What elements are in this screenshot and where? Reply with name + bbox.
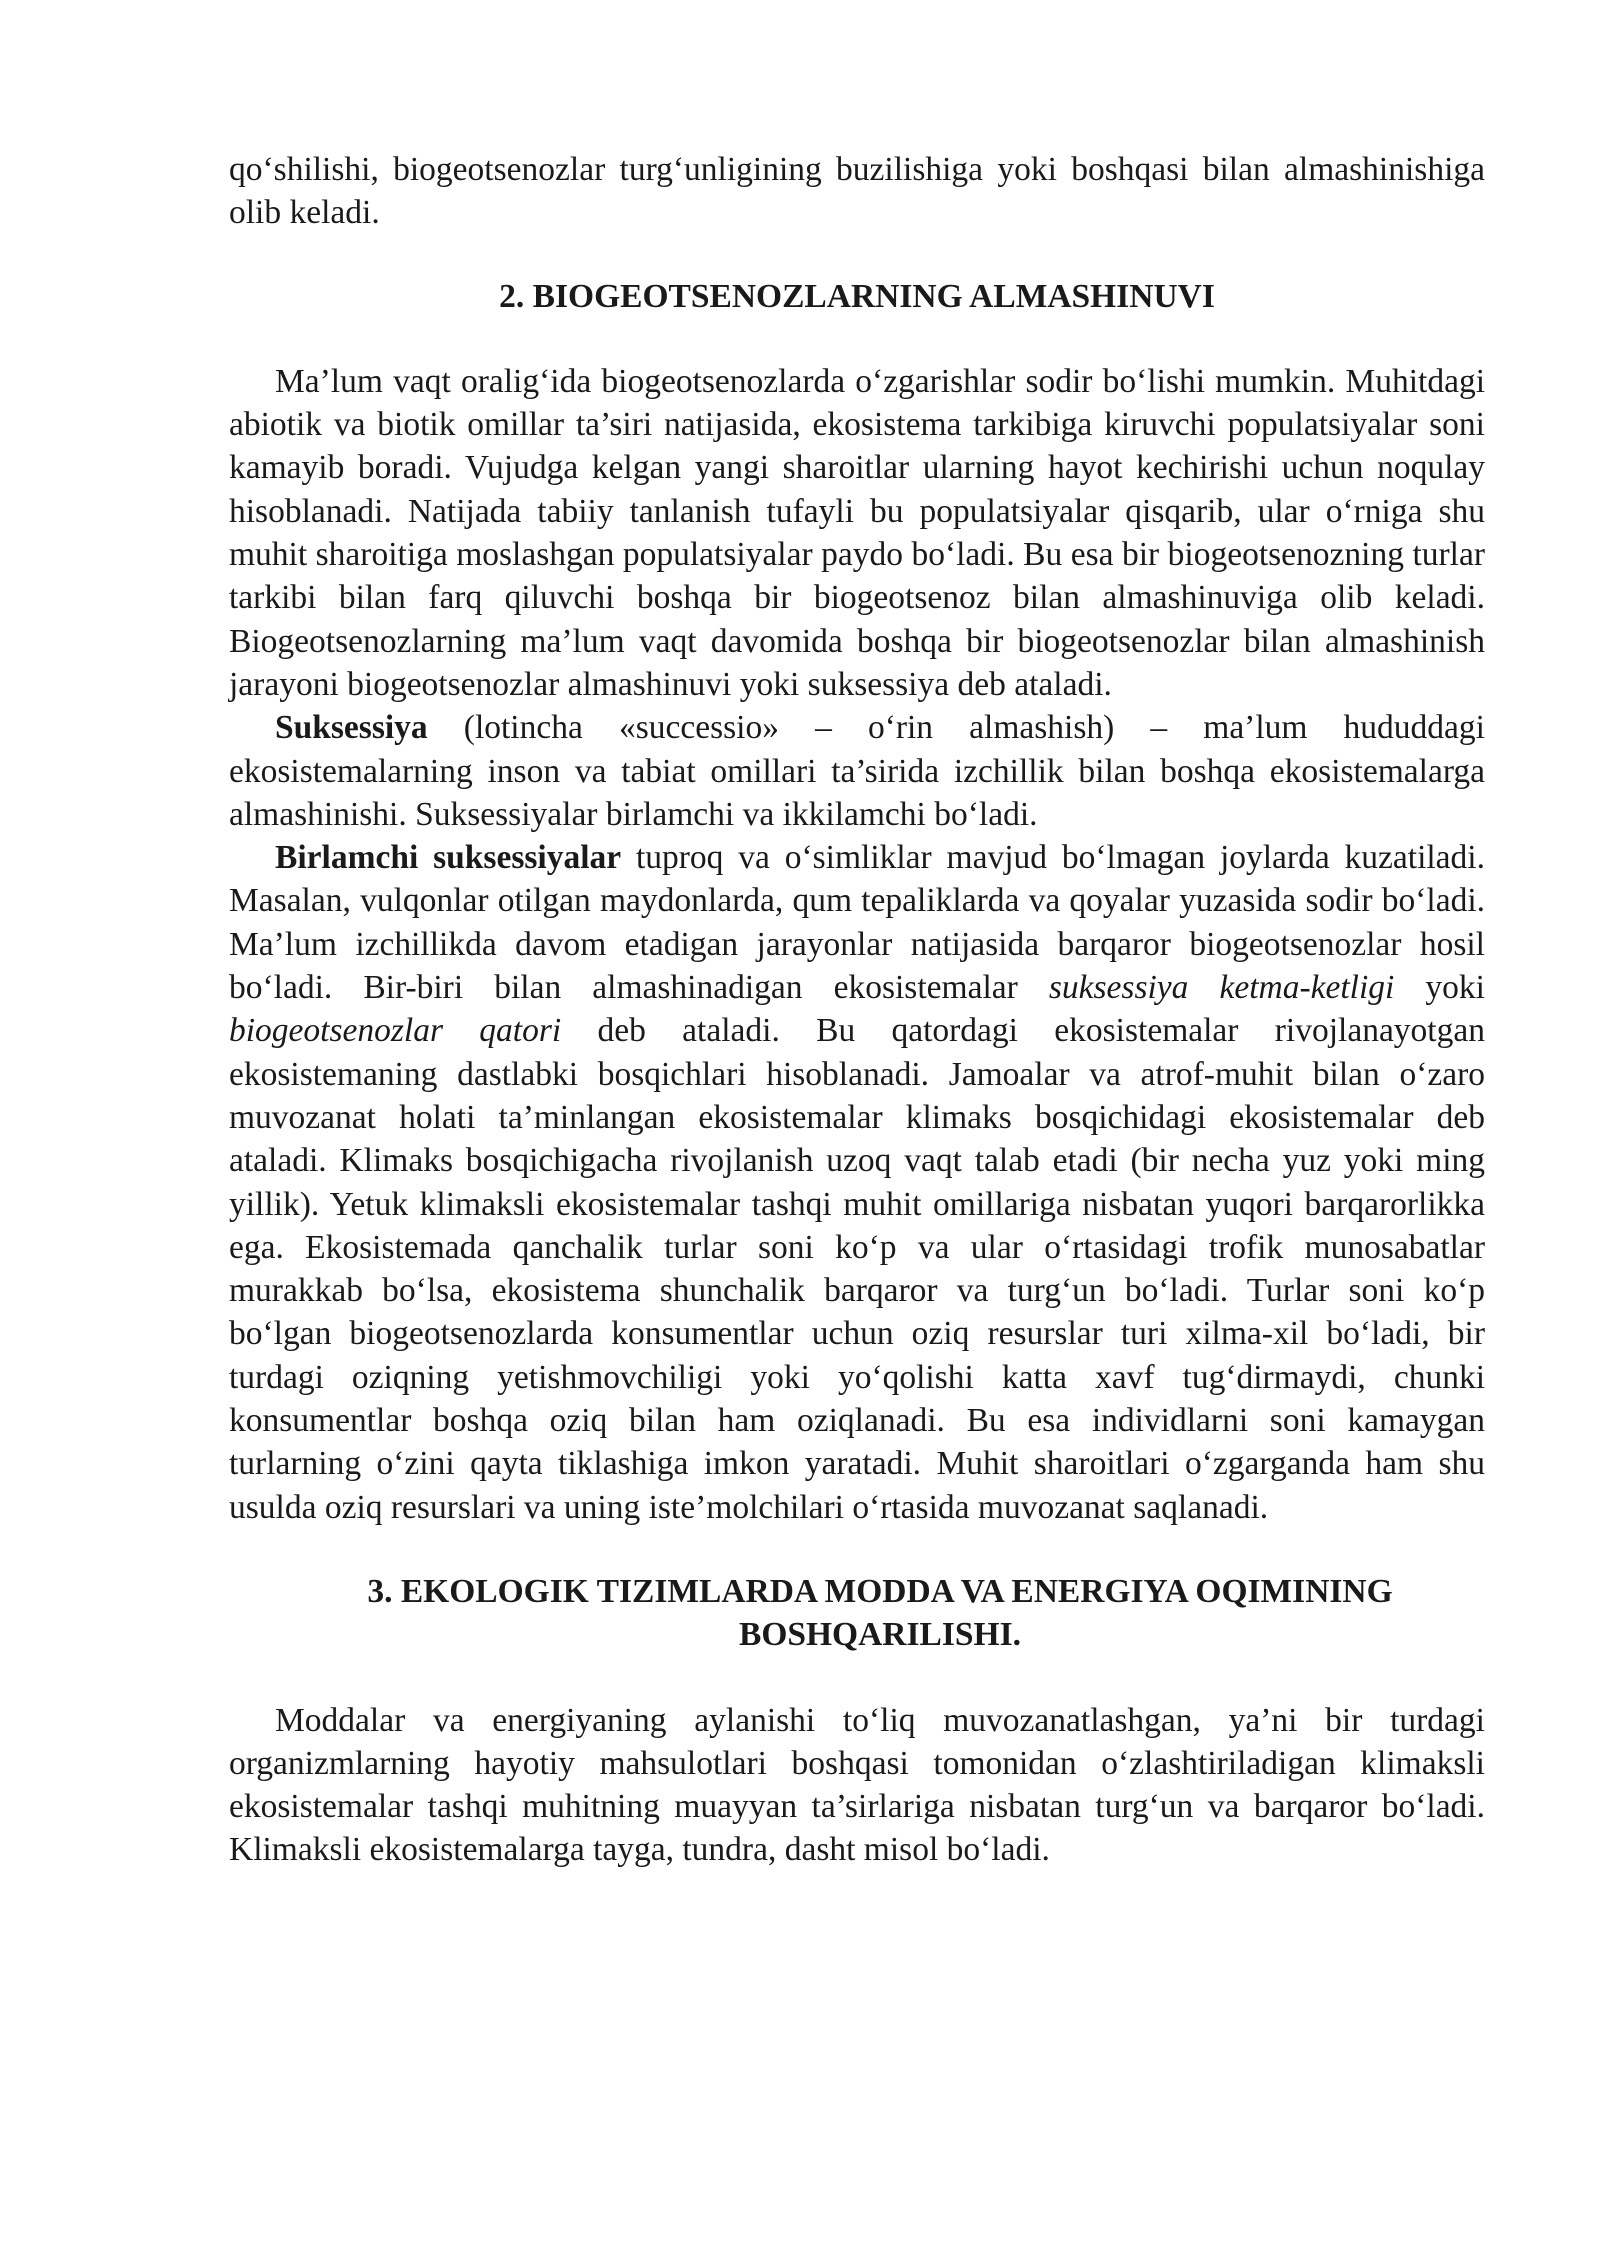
- section-3-heading-line-1: 3. EKOLOGIK TIZIMLARDA MODDA VA ENERGIYA OQIMINING: [367, 1572, 1393, 1610]
- section-3-heading: [229, 1570, 1485, 1657]
- section-3-paragraph-1: Moddalar va energiyaning aylanishi to‘liq muvozanatlashgan, ya’ni bir turdagi organizmlarning hayotiy mahsulotlari boshqasi tomonidan o‘zlashtiriladigan klimaksli ekosistemalar tashqi muhitning muayyan ta’sirlariga nisbatan turg‘un va barqaror bo‘ladi. Klimaksli ekosistemalarga tayga, tundra, dasht misol bo‘ladi.: [229, 1701, 1485, 1869]
- italic-term-biogeotsenozlar-qatori: biogeotsenozlar qatori: [229, 1012, 562, 1050]
- italic-term-suksessiya-ketma-ketligi: suksessiya ketma-ketligi: [1048, 969, 1395, 1007]
- term-birlamchi-suksessiyalar: Birlamchi suksessiyalar: [275, 839, 622, 877]
- paragraph-3-text-3: deb ataladi. Bu qatordagi ekosistemalar rivojlanayotgan ekosistemaning dastlabki bosqichlari hisoblanadi. Jamoalar va atrof-muhit bilan o‘zaro muvozanat holati ta’minlangan ekosistemalar klimaks bosqichidagi ekosistemalar deb ataladi. Klimaks bosqichigacha rivojlanish uzoq vaqt talab etadi (bir necha yuz yoki ming yillik). Yetuk klimaksli ekosistemalar tashqi muhit omillariga nisbatan yuqori barqarorlikka ega. Ekosistemada qanchalik turlar soni ko‘p va ular o‘rtasidagi trofik munosabatlar murakkab bo‘lsa, ekosistema shunchalik barqaror va turg‘un bo‘ladi. Turlar soni ko‘p bo‘lgan biogeotsenozlarda konsumentlar uchun oziq resurslar turi xilma-xil bo‘ladi, bir turdagi oziqning yetishmovchiligi yoki yo‘qolishi katta xavf tug‘dirmaydi, chunki konsumentlar boshqa oziq bilan ham oziqlanadi. Bu esa individlarni soni kamaygan turlarning o‘zini qayta tiklashiga imkon yaratadi. Muhit sharoitlari o‘zgarganda ham shu usulda oziq resurslari va uning iste’molchilari o‘rtasida muvozanat saqlanadi.: [229, 1012, 1485, 1526]
- paragraph-3-text-2: yoki: [1394, 969, 1485, 1007]
- paragraph-3-text-1: tuproq va o‘simliklar mavjud bo‘lmagan joylarda kuzatiladi. Masalan, vulqonlar otilgan maydonlarda, qum tepaliklarda va qoyalar yuzasida sodir bo‘ladi. Ma’lum izchillikda davom etadigan jarayonlar natijasida barqaror biogeotsenozlar hosil bo‘ladi. Bir-biri bilan almashinadigan ekosistemalar: [229, 839, 1485, 1007]
- term-suksessiya: Suksessiya: [275, 709, 428, 747]
- section-2-paragraph-1: Ma’lum vaqt oralig‘ida biogeotsenozlarda o‘zgarishlar sodir bo‘lishi mumkin. Muhitdagi abiotik va biotik omillar ta’siri natijasida, ekosistema tarkibiga kiruvchi populatsiyalar soni kamayib boradi. Vujudga kelgan yangi sharoitlar ularning hayot kechirishi uchun noqulay hisoblanadi. Natijada tabiiy tanlanish tufayli bu populatsiyalar qisqarib, ular o‘rniga shu muhit sharoitiga moslashgan populatsiyalar paydo bo‘ladi. Bu esa bir biogeotsenozning turlar tarkibi bilan farq qiluvchi boshqa bir biogeotsenoz bilan almashinuviga olib keladi. Biogeotsenozlarning ma’lum vaqt davomida boshqa bir biogeotsenozlar bilan almashinish jarayoni biogeotsenozlar almashinuvi yoki suksessiya deb ataladi.: [229, 362, 1485, 703]
- section-2-heading: 2. BIOGEOTSENOZLARNING ALMASHINUVI: [499, 277, 1215, 315]
- paragraph-2-text: (lotincha «successio» – o‘rin almashish) – ma’lum hududdagi ekosistemalarning inson va tabiat omillari ta’sirida izchillik bilan boshqa ekosistemalarga almashinishi. Suksessiyalar birlamchi va ikkilamchi bo‘ladi.: [229, 709, 1485, 833]
- section-2-paragraph-2: [229, 706, 1485, 836]
- section-3-heading-line-2: BOSHQARILISHI.: [738, 1616, 1022, 1654]
- intro-paragraph: qo‘shilishi, biogeotsenozlar turg‘unligining buzilishiga yoki boshqasi bilan almashinishiga olib keladi.: [229, 151, 1485, 232]
- document-page: [229, 148, 1485, 1872]
- section-2-paragraph-3: [229, 836, 1485, 1529]
